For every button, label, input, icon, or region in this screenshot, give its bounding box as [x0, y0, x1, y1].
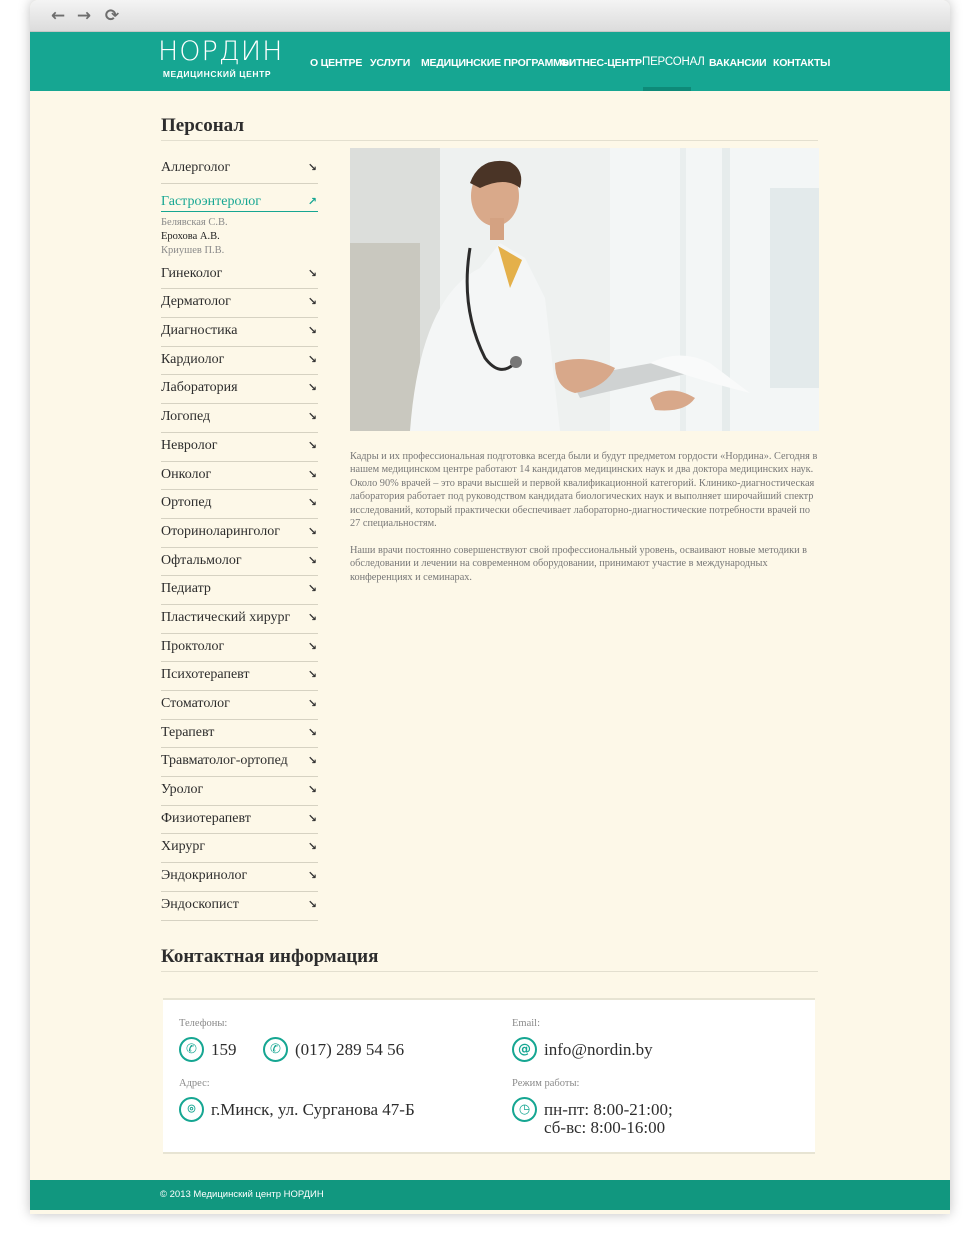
arrow-up-right-icon: ↗	[307, 194, 317, 208]
logo-subtitle: МЕДИЦИНСКИЙ ЦЕНТР	[162, 69, 272, 79]
sidebar-item-label: Аллерголог	[161, 160, 231, 175]
arrow-down-right-icon: ↘	[307, 381, 317, 395]
arrow-down-right-icon: ↘	[307, 324, 317, 338]
clock-icon: ◷	[512, 1097, 537, 1122]
arrow-down-right-icon: ↘	[307, 410, 317, 424]
browser-toolbar	[30, 0, 950, 32]
sidebar-item-plastic-surgeon[interactable]	[161, 605, 318, 634]
sidebar-item-label: Уролог	[161, 782, 204, 798]
menu-item-services[interactable]: УСЛУГИ	[370, 57, 411, 69]
page-title: Персонал	[161, 115, 818, 141]
menu-item-contacts[interactable]: КОНТАКТЫ	[773, 57, 831, 69]
sidebar-item-oncologist[interactable]	[161, 462, 318, 491]
sidebar-item-cardiologist[interactable]	[161, 347, 318, 376]
contacts-title: Контактная информация	[161, 946, 818, 972]
sidebar-item-label: Кардиолог	[161, 351, 225, 367]
arrow-down-right-icon: ↘	[307, 467, 317, 481]
arrow-down-right-icon: ↘	[307, 639, 317, 653]
arrow-down-right-icon: ↘	[307, 811, 317, 825]
sidebar-item-endocrinologist[interactable]	[161, 863, 318, 892]
arrow-down-right-icon: ↘	[307, 438, 317, 452]
sidebar-item-neurologist[interactable]	[161, 433, 318, 462]
sidebar-item-dermatologist[interactable]	[161, 289, 318, 318]
arrow-down-right-icon: ↘	[307, 266, 317, 280]
address-label: Адрес:	[179, 1078, 210, 1089]
phone-icon: ✆	[263, 1037, 288, 1062]
sidebar-item-label: Терапевт	[161, 724, 215, 740]
sidebar-item-orthopedist[interactable]	[161, 490, 318, 519]
reload-icon[interactable]: ⟳	[104, 6, 120, 26]
sidebar-item-label: Невролог	[161, 437, 218, 453]
sidebar-item-label: Проктолог	[161, 638, 225, 654]
hours-label: Режим работы:	[512, 1078, 580, 1089]
sidebar-item-label: Лаборатория	[161, 380, 238, 396]
sidebar-item-urologist[interactable]	[161, 777, 318, 806]
sidebar-item-label: Физиотерапевт	[161, 810, 251, 826]
arrow-down-right-icon: ↘	[307, 840, 317, 854]
logo-title: НОРДИН	[158, 36, 284, 67]
arrow-down-right-icon: ↘	[307, 668, 317, 682]
sidebar-item-label: Диагностика	[161, 323, 238, 339]
doctor-link-belyavskaya[interactable]: Белявская С.В.	[161, 216, 228, 228]
sidebar-item-diagnostics[interactable]	[161, 318, 318, 347]
doctor-list	[161, 212, 318, 261]
sidebar-item-label: Стоматолог	[161, 696, 230, 711]
sidebar-item-label: Травматолог-ортопед	[161, 753, 288, 769]
menu-item-programs[interactable]: МЕДИЦИНСКИЕ ПРОГРАММЫ	[421, 57, 572, 69]
phone-number[interactable]: (017) 289 54 56	[295, 1040, 405, 1059]
logo[interactable]	[158, 36, 284, 80]
address-value: г.Минск, ул. Сурганова 47-Б	[211, 1100, 415, 1119]
menu-item-about[interactable]: О ЦЕНТРЕ	[310, 57, 363, 69]
arrow-down-right-icon: ↘	[307, 161, 317, 174]
sidebar-item-surgeon[interactable]	[161, 834, 318, 863]
site-footer	[30, 1180, 950, 1210]
arrow-down-right-icon: ↘	[307, 897, 317, 911]
arrow-down-right-icon: ↘	[307, 783, 317, 797]
sidebar-item-dentist[interactable]	[161, 691, 318, 720]
sidebar-item-speech-therapist[interactable]	[161, 404, 318, 433]
sidebar-item-label: Эндокринолог	[161, 868, 248, 884]
doctor-link-erokhova[interactable]: Ерохова А.В.	[161, 230, 220, 242]
sidebar-item-label: Пластический хирург	[161, 609, 291, 625]
email-link[interactable]: info@nordin.by	[544, 1040, 653, 1059]
sidebar-item-label: Гинеколог	[161, 265, 223, 281]
arrow-down-right-icon: ↘	[307, 725, 317, 739]
doctor-photo	[350, 148, 819, 431]
arrow-down-right-icon: ↘	[307, 582, 317, 596]
sidebar-item-gynecologist[interactable]	[161, 261, 318, 290]
paragraph: Наши врачи постоянно совершенствуют свой профессиональный уровень, осваивают новые методики в обследовании и лечении на современном оборудовании, принимают участие в международных конференциях и семинарах.	[350, 544, 808, 583]
at-icon: @	[512, 1037, 537, 1062]
active-menu-indicator	[643, 87, 691, 91]
hours-weekdays: пн-пт: 8:00-21:00;	[544, 1100, 673, 1119]
sidebar-item-label: Логопед	[161, 409, 211, 425]
site-header	[30, 32, 950, 91]
sidebar-item-label: Онколог	[161, 466, 212, 482]
sidebar-item-label: Хирург	[161, 839, 206, 855]
contact-info-box	[163, 998, 815, 1154]
sidebar-item-psychotherapist[interactable]	[161, 662, 318, 691]
sidebar-item-label: Офтальмолог	[161, 552, 242, 568]
doctor-link-kriushev[interactable]: Криушев П.В.	[161, 244, 225, 256]
phone-icon: ✆	[179, 1037, 204, 1062]
sidebar-item-label: Гастроэнтеролог	[161, 193, 262, 209]
sidebar-item-label: Эндоскопист	[161, 896, 239, 912]
sidebar-item-endoscopist[interactable]	[161, 892, 318, 921]
arrow-down-right-icon: ↘	[307, 754, 317, 768]
sidebar-item-gastroenterologist[interactable]	[161, 189, 318, 212]
phones-label: Телефоны:	[179, 1018, 228, 1029]
sidebar-item-proctologist[interactable]	[161, 634, 318, 663]
arrow-down-right-icon: ↘	[307, 553, 317, 567]
email-label: Email:	[512, 1018, 540, 1029]
sidebar-item-label: Ортопед	[161, 495, 212, 511]
arrow-down-right-icon: ↘	[307, 352, 317, 366]
staff-description	[350, 450, 819, 584]
paragraph: Кадры и их профессиональная подготовка всегда были и будут предметом гордости «Нордина». Сегодня в нашем медицинском центре работают 14 кандидатов медицинских наук и два доктора медицинских наук. Около 90% врачей – это врачи высшей и первой квалификационной категорий. Клинико-диагностическая лаборатория работает под руководством кандидата биологических наук и выполняет широчайший спектр исследований, который практически обеспечивает лабораторно-диагностические потребности врачей по 27 специальностям.	[350, 451, 818, 530]
arrow-down-right-icon: ↘	[307, 295, 317, 309]
sidebar-item-label: Оториноларинголог	[161, 523, 280, 539]
arrow-down-right-icon: ↘	[307, 610, 317, 624]
sidebar-item-ophthalmologist[interactable]	[161, 548, 318, 577]
arrow-down-right-icon: ↘	[307, 496, 317, 510]
sidebar-item-otolaryngologist[interactable]	[161, 519, 318, 548]
sidebar-item-allergist[interactable]	[161, 155, 318, 184]
menu-item-staff[interactable]: ПЕРСОНАЛ	[642, 56, 705, 68]
menu-item-fitness[interactable]: ФИТНЕС-ЦЕНТР	[560, 57, 642, 69]
copyright-text: © 2013 Медицинский центр НОРДИН	[160, 1189, 324, 1200]
menu-item-vacancies[interactable]: ВАКАНСИИ	[709, 57, 767, 69]
sidebar-item-physiotherapist[interactable]	[161, 806, 318, 835]
phone-number-short[interactable]: 159	[211, 1040, 237, 1059]
map-pin-icon: ⌾	[179, 1097, 204, 1122]
specialty-list	[161, 155, 318, 921]
sidebar-item-traumatologist[interactable]	[161, 748, 318, 777]
arrow-down-right-icon: ↘	[307, 869, 317, 883]
hours-weekend: сб-вс: 8:00-16:00	[544, 1118, 666, 1137]
sidebar-item-label: Педиатр	[161, 581, 211, 597]
sidebar-item-laboratory[interactable]	[161, 375, 318, 404]
forward-arrow-icon[interactable]: →	[76, 6, 92, 26]
browser-window	[30, 0, 950, 1214]
sidebar-item-label: Дерматолог	[161, 294, 231, 310]
arrow-down-right-icon: ↘	[307, 697, 317, 710]
back-arrow-icon[interactable]: ←	[50, 6, 66, 26]
arrow-down-right-icon: ↘	[307, 524, 317, 538]
sidebar-item-therapist[interactable]	[161, 720, 318, 749]
sidebar-item-pediatrician[interactable]	[161, 576, 318, 605]
sidebar-item-label: Психотерапевт	[161, 667, 250, 683]
